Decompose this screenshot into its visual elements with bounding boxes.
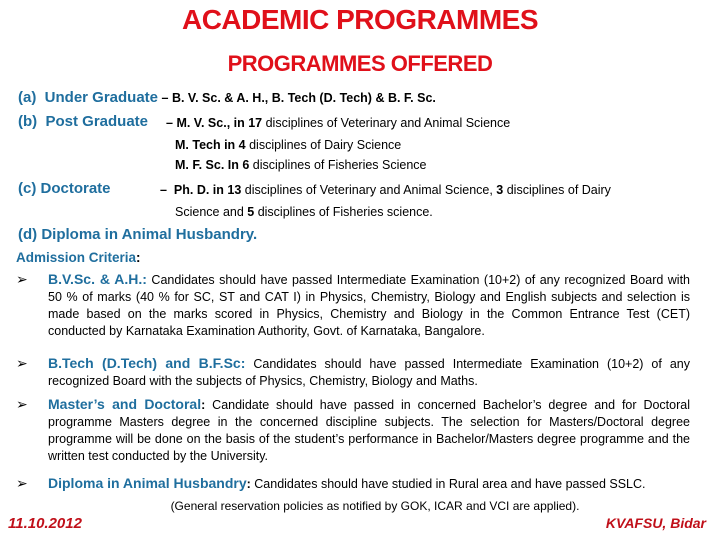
doctorate-line-2-post: disciplines of Fisheries science.	[254, 205, 433, 219]
criteria-title: Master’s and Doctoral	[48, 396, 202, 412]
criteria-paragraph	[48, 396, 690, 465]
criteria-text: Candidates should have passed Intermediate Examination (10+2) of any recognized Board with 50 % of marks (40 % for SC, ST and CAT I) in Physics, Chemistry, Biology and English subjects and selection is made based on the marks scored in Physics, Chemistry and Biology in the Common Entrance Test (CET) conducted by Karnataka Examination Authority, Govt. of Karnataka, Bangalore.	[48, 273, 690, 338]
admission-heading-colon: :	[136, 250, 141, 265]
programme-doctorate-line-1	[160, 181, 611, 199]
doctorate-bold-1: Ph. D. in 13	[173, 183, 242, 197]
pg-line-2-bold: M. Tech in 4	[175, 138, 246, 152]
slide-title: ACADEMIC PROGRAMMES	[181, 4, 539, 35]
footer-date: 11.10.2012	[8, 515, 82, 532]
arrow-bullet-icon: ➢	[16, 396, 28, 412]
doctorate-line-2-pre: Science and	[175, 205, 248, 219]
criteria-text: Candidates should have studied in Rural area and have passed SSLC.	[250, 477, 646, 491]
arrow-bullet-icon: ➢	[16, 355, 28, 371]
criteria-paragraph	[48, 271, 690, 340]
pg-dash: –	[166, 116, 177, 130]
criteria-item-btech	[16, 355, 690, 390]
admission-criteria-heading	[16, 249, 141, 267]
programme-ug	[18, 89, 436, 107]
arrow-bullet-icon: ➢	[16, 475, 28, 491]
programme-doctorate-line-2	[175, 203, 433, 221]
pg-line-3-bold: M. F. Sc. In 6	[175, 158, 250, 172]
programme-doctorate-label-row	[18, 180, 111, 198]
criteria-item-bvsc	[16, 271, 690, 340]
criteria-paragraph	[48, 355, 690, 390]
criteria-title: Diploma in Animal Husbandry	[48, 475, 247, 491]
arrow-bullet-icon: ➢	[16, 271, 28, 287]
pg-line-3-text: disciplines of Fisheries Science	[249, 158, 427, 172]
criteria-colon: :	[201, 398, 206, 412]
ug-text: B. V. Sc. & A. H., B. Tech (D. Tech) & B. F. Sc.	[171, 91, 436, 105]
admission-heading-text: Admission Criteria	[16, 250, 137, 265]
programme-pg-label-row	[18, 113, 148, 131]
footer-organization: KVAFSU, Bidar	[605, 515, 706, 531]
ug-label: (a) Under Graduate	[18, 89, 159, 106]
doctorate-bold-3: 5	[247, 205, 255, 219]
reservation-note: (General reservation policies as notified by GOK, ICAR and VCI are applied).	[170, 499, 580, 513]
programme-pg-line-2	[175, 136, 401, 154]
programme-pg-line-1	[166, 114, 510, 132]
doctorate-dash: –	[160, 183, 174, 197]
criteria-text: Candidates should have passed Intermediate Examination (10+2) of any recognized Board with the subjects of Physics, Chemistry, Biology and Maths.	[48, 357, 690, 388]
pg-line-1-bold: M. V. Sc., in 17	[176, 116, 263, 130]
criteria-item-masters-doctoral	[16, 396, 690, 465]
slide-subtitle: PROGRAMMES OFFERED	[227, 51, 493, 76]
pg-line-2-text: disciplines of Dairy Science	[245, 138, 402, 152]
doctorate-label: (c) Doctorate	[18, 180, 111, 197]
doctorate-bold-2: 3	[496, 183, 504, 197]
criteria-text: Candidate should have passed in concerned Bachelor’s degree and for Doctoral programme Masters degree in the concerned discipline subjects. The selection for Masters/Doctoral degree programme will be done on the basis of the student’s performance in Bachelor/Masters degree programme and the written test conducted by the University.	[48, 398, 690, 463]
criteria-item-diploma	[16, 475, 690, 493]
doctorate-text-1: disciplines of Veterinary and Animal Science,	[241, 183, 497, 197]
pg-line-1-text: disciplines of Veterinary and Animal Science	[262, 116, 511, 130]
doctorate-text-2: disciplines of Dairy	[503, 183, 611, 197]
pg-label: (b) Post Graduate	[18, 113, 149, 130]
criteria-paragraph	[48, 475, 690, 493]
criteria-title: B.V.Sc. & A.H.:	[48, 271, 147, 287]
diploma-label: (d) Diploma in Animal Husbandry.	[18, 226, 258, 243]
criteria-colon: :	[246, 477, 251, 491]
programme-diploma	[18, 226, 257, 244]
criteria-title: B.Tech (D.Tech) and B.F.Sc:	[48, 355, 246, 371]
ug-dash: –	[158, 91, 172, 105]
programme-pg-line-3	[175, 156, 427, 174]
